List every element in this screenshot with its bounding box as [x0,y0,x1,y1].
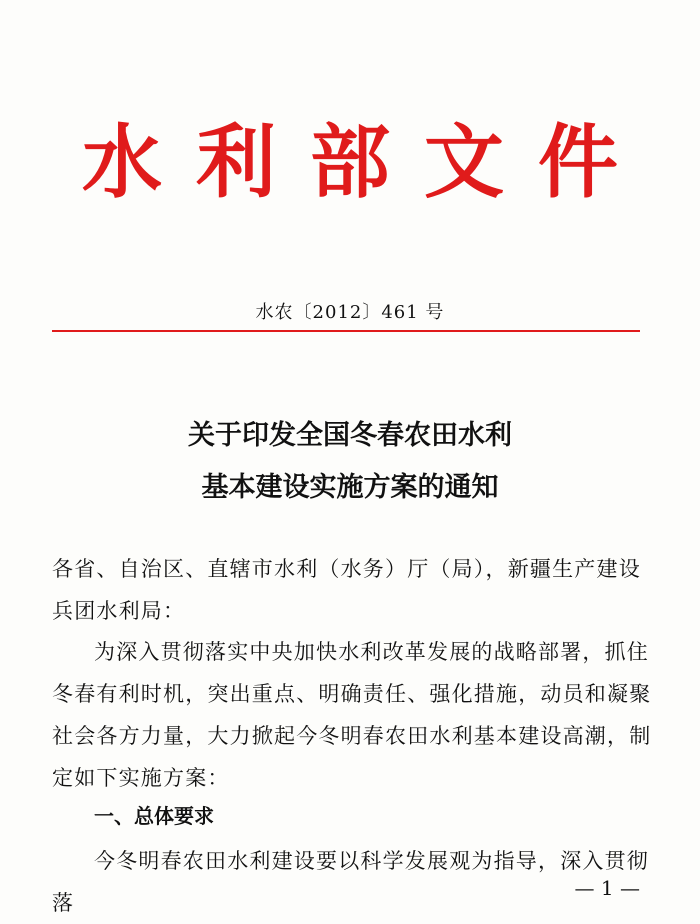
red-separator-line [52,330,640,332]
recipients-line: 各省、自治区、直辖市水利（水务）厅（局），新疆生产建设兵团水利局： [52,557,641,623]
intro-paragraph: 为深入贯彻落实中央加快水利改革发展的战略部署，抓住冬春有利时机，突出重点、明确责任、强化措施，动员和凝聚社会各方力量，大力掀起今冬明春农田水利基本建设高潮，制定如下实施方案： [52,640,652,790]
page-number: — 1 — [574,876,640,900]
document-number: 水农〔2012〕461 号 [255,302,445,323]
section-heading-general-requirements: 一、总体要求 [94,804,214,828]
document-title-line-1: 关于印发全国冬春农田水利 [188,420,512,451]
document-title-line-2: 基本建设实施方案的通知 [201,472,499,503]
body-paragraph-2: 今冬明春农田水利建设要以科学发展观为指导，深入贯彻落 [52,849,649,915]
issuer-header-title: 水利部文件 [82,115,652,209]
